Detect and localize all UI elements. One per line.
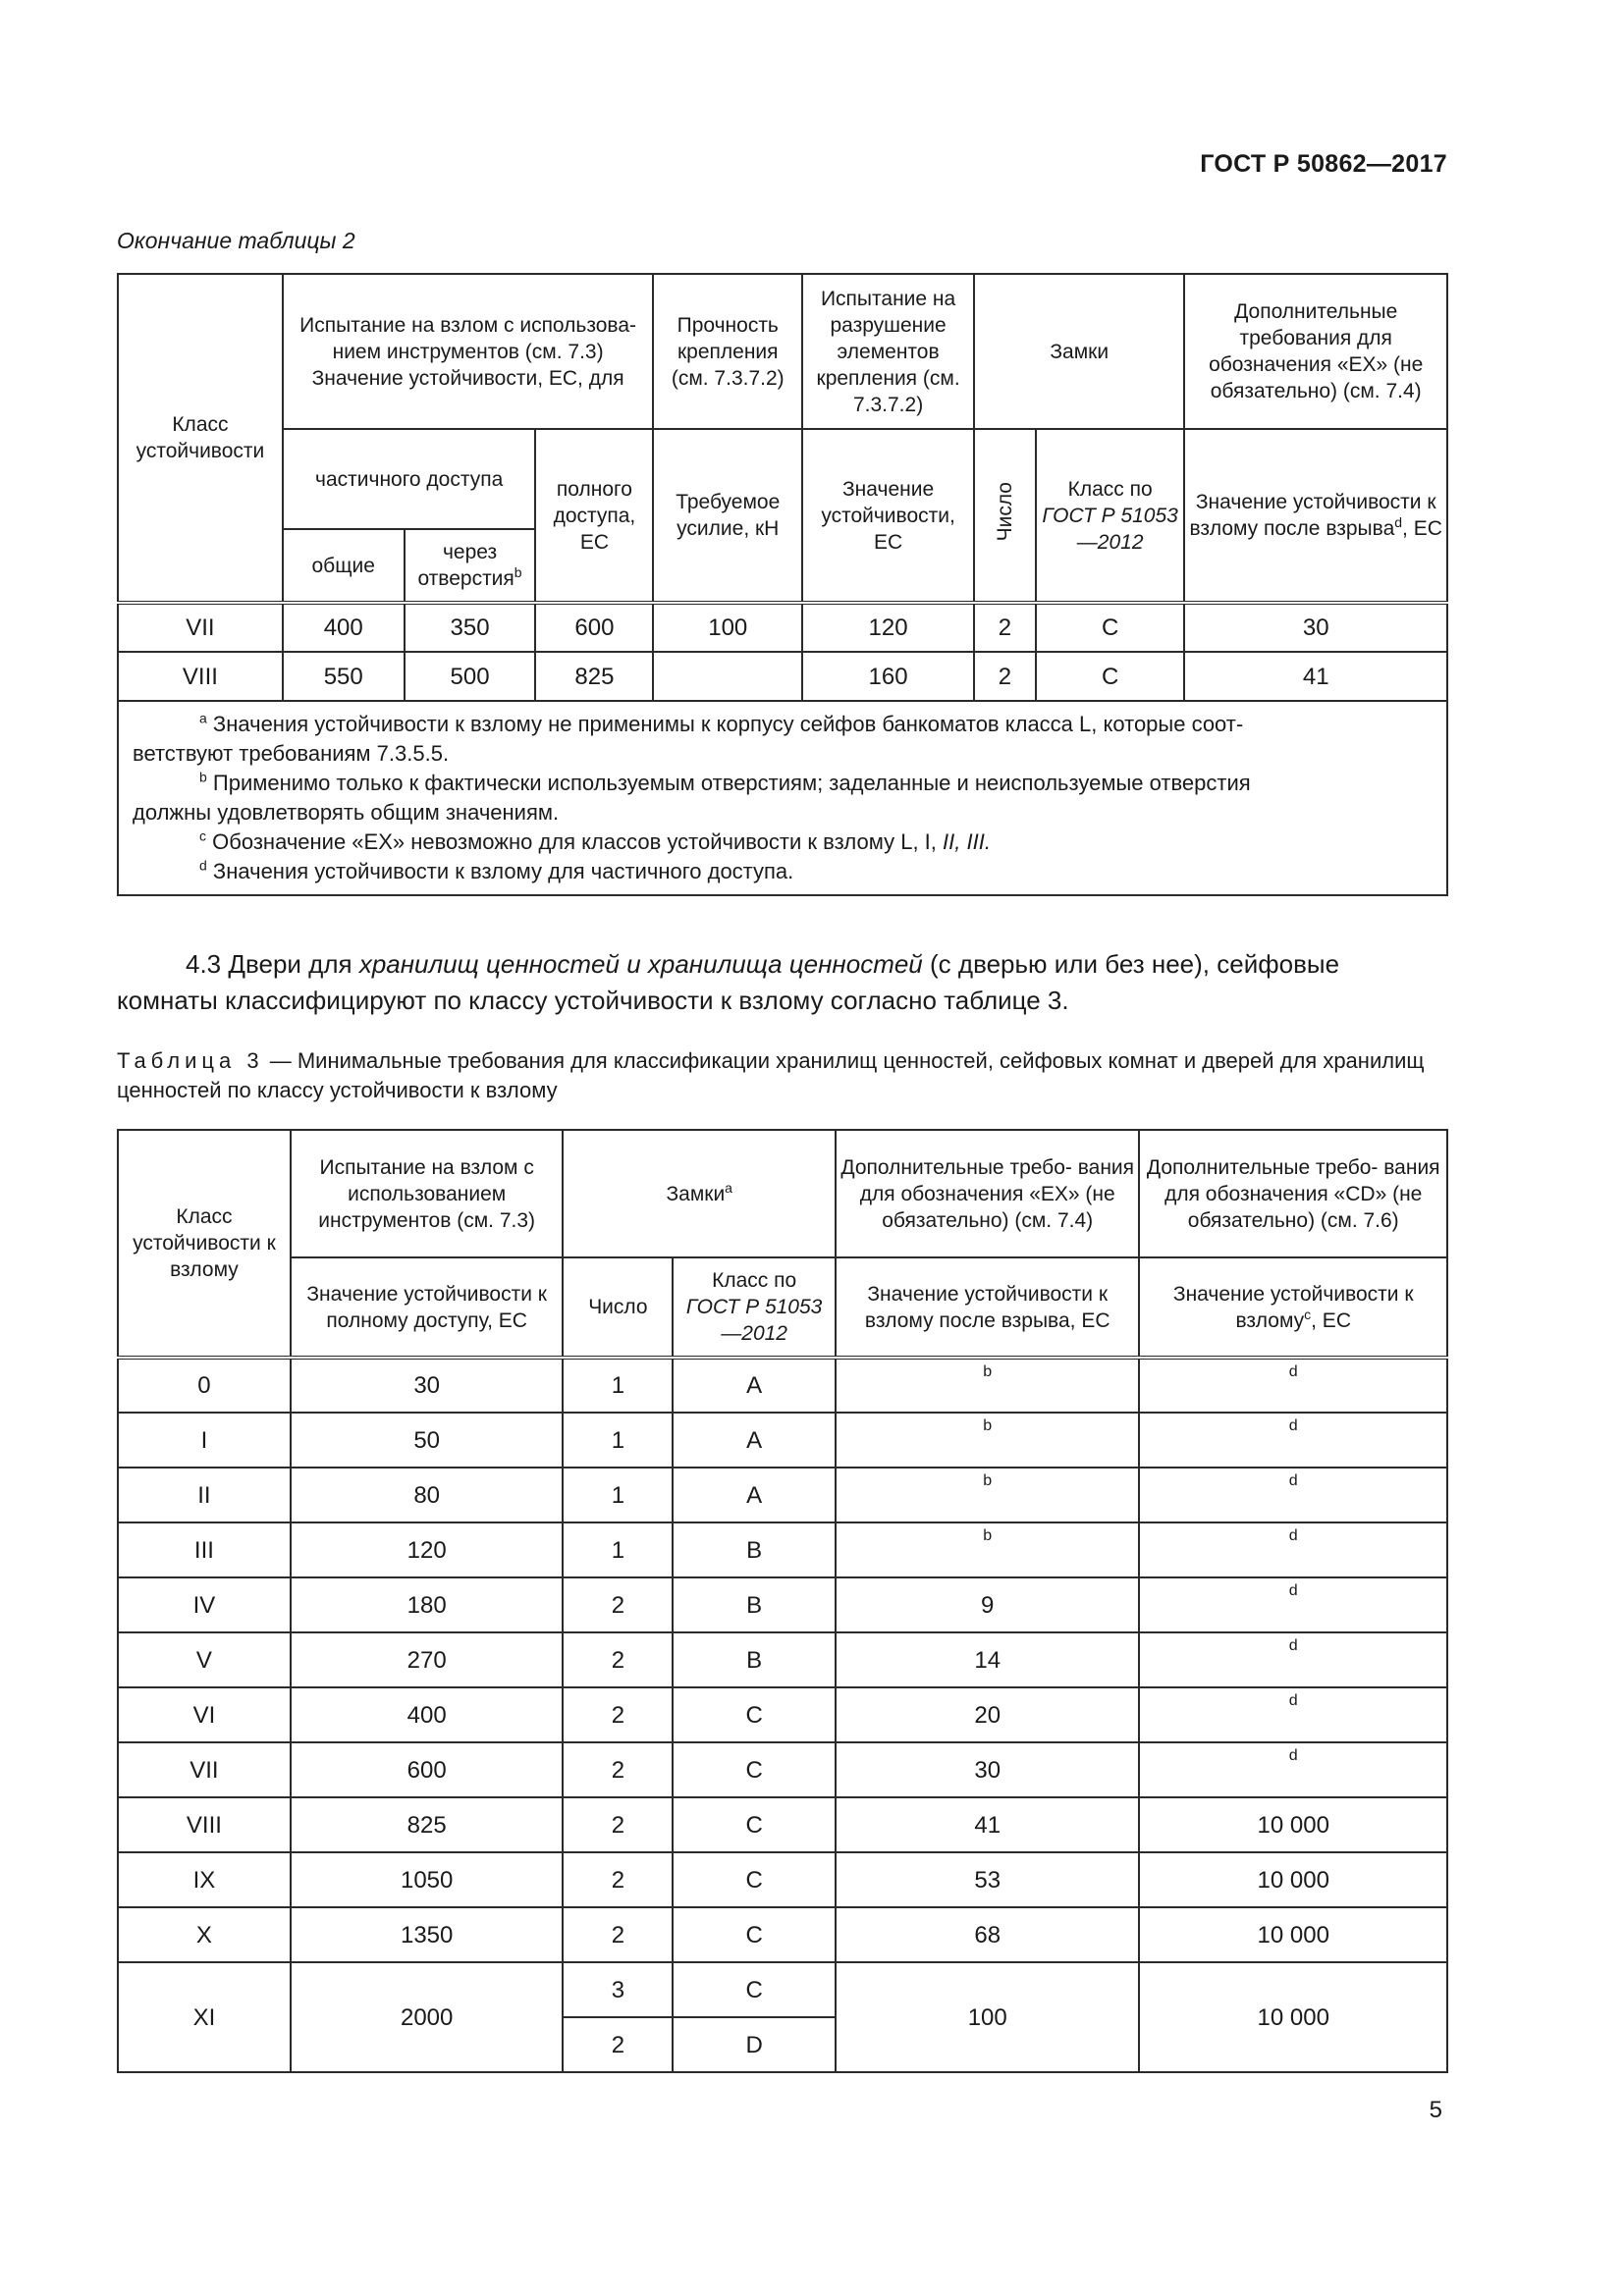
table-row: VIII 825 2 C 41 10 000 [118,1797,1447,1852]
header-locks: Замки [974,274,1184,429]
page-number: 5 [1429,2097,1442,2123]
table3-caption: Таблица 3 — Минимальные требования для классификации хранилищ ценностей, сейфовых комнат и дверей для хранилищ ценностей по классу устойчивости к взлому [117,1048,1425,1102]
table-row: 0 30 1 A b d [118,1358,1447,1413]
table-row: VII 400 350 600 100 120 2 C 30 [118,603,1447,652]
header-through-holes: через отверстия$^b$ [405,529,536,603]
table-row: I 50 1 A b d [118,1413,1447,1468]
header-cd-value: Значение устойчивости к взлому$^c$, ЕС [1139,1257,1447,1358]
header-partial-access: частичного доступа [283,429,536,529]
table-row: IV 180 2 B 9 d [118,1577,1447,1632]
header-full-access: полного доступа, ЕС [535,429,653,603]
table-3 [117,1129,1448,2073]
header-tool-test: Испытание на взлом с использова- нием инструментов (см. 7.3) Значение устойчивости, ЕС, для [283,274,654,429]
table-row-xi: XI 2000 3 C 100 10 000 [118,1962,1447,2017]
table-row: X 1350 2 C 68 10 000 [118,1907,1447,1962]
document-id: ГОСТ Р 50862—2017 [1200,150,1447,178]
header-ex: Дополнительные требо- вания для обозначения «ЕХ» (не обязательно) (см. 7.4) [836,1130,1140,1257]
table-2 [117,273,1448,896]
header-required-force: Требуемое усилие, кН [653,429,802,603]
header-cd: Дополнительные требо- вания для обозначения «CD» (не обязательно) (см. 7.6) [1139,1130,1447,1257]
table-row: VIII 550 500 825 160 2 C 41 [118,652,1447,701]
header-class: Класс устойчивости [118,274,283,603]
table-row-xi-sub: 2 D [118,2017,1447,2072]
header-class: Класс устойчивости к взлому [118,1130,291,1358]
header-class-by-standard: Класс по ГОСТ Р 51053—2012 [673,1257,836,1358]
header-number: Число [974,429,1036,603]
header-full-access: Значение устойчивости к полному доступу, ЕС [291,1257,564,1358]
table-row: VI 400 2 C 20 d [118,1687,1447,1742]
table-row: II 80 1 A b d [118,1468,1447,1522]
header-after-explosion: Значение устойчивости к взлому после взрыва, ЕС [836,1257,1140,1358]
table-row: IX 1050 2 C 53 10 000 [118,1852,1447,1907]
header-general: общие [283,529,405,603]
header-number: Число [563,1257,673,1358]
table-row: V 270 2 B 14 d [118,1632,1447,1687]
table2-caption: Окончание таблицы 2 [117,228,355,253]
header-after-explosion: Значение устойчивости к взлому после взрыва$^d$, ЕС [1184,429,1447,603]
header-locks: Замки$^a$ [563,1130,835,1257]
paragraph-4-3: 4.3 Двери для хранилищ ценностей и хранилища ценностей (с дверью или без нее), сейфовые комнаты классифицируют по классу устойчивости к взлому согласно таблице 3. [117,949,1340,1015]
header-resistance-value: Значение устойчивости, ЕС [802,429,974,603]
header-class-by-standard: Класс по ГОСТ Р 51053—2012 [1036,429,1185,603]
table-row: VII 600 2 C 30 d [118,1742,1447,1797]
header-destruction: Испытание на разрушение элементов крепления (см. 7.3.7.2) [802,274,974,429]
header-tool-test: Испытание на взлом с использованием инструментов (см. 7.3) [291,1130,564,1257]
header-additional-ex: Дополнительные требования для обозначения «ЕХ» (не обязательно) (см. 7.4) [1184,274,1447,429]
table-row: III 120 1 B b d [118,1522,1447,1577]
header-fastening: Прочность крепления (см. 7.3.7.2) [653,274,802,429]
table2-footnotes: $^a$ Значения устойчивости к взлому не применимы к корпусу сейфов банкоматов класса L, которые соот- ветствуют требованиям 7.3.5.5. $^b$ Применимо только к фактически используемым отверстиям; заделанные и неиспользуемые отверстия должны удовлетворять общим значениям. $^c$ Обозначение «ЕХ» невозможно для классов устойчивости к взлому L, I, II, III. $^d$ Значения устойчивости к взлому для частичного доступа. [118,701,1447,895]
